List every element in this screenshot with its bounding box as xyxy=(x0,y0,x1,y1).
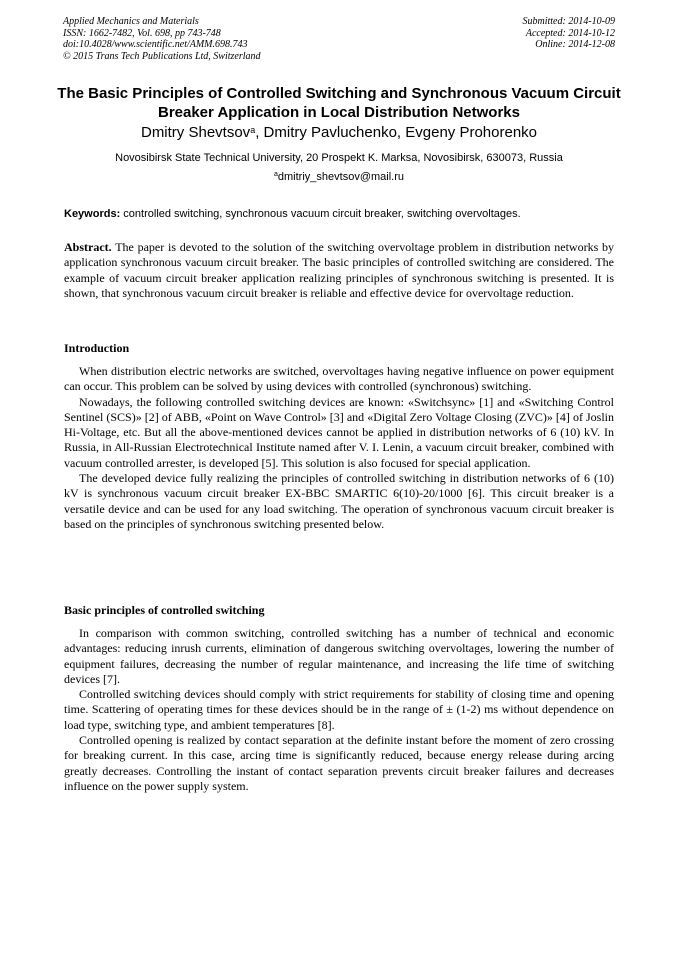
affiliation: Novosibirsk State Technical University, 20 Prospekt K. Marksa, Novosibirsk, 630073, Russia xyxy=(115,152,563,164)
email-address[interactable]: dmitriy_shevtsov@mail.ru xyxy=(277,171,404,183)
abstract-label: Abstract. xyxy=(64,240,112,254)
paper-title: The Basic Principles of Controlled Switching and Synchronous Vacuum Circuit Breaker Application in Local Distribution Networks xyxy=(57,85,621,121)
journal-info xyxy=(63,16,261,62)
basic-principles-section xyxy=(64,626,614,794)
author-rest: , Dmitry Pavluchenko, Evgeny Prohorenko xyxy=(255,124,538,141)
email-mark: a xyxy=(274,171,278,178)
submitted-date: Submitted: 2014-10-09 xyxy=(522,16,615,27)
keywords-label: Keywords: xyxy=(64,208,121,220)
copyright-line: © 2015 Trans Tech Publications Ltd, Switzerland xyxy=(63,50,261,62)
issn-line: ISSN: 1662-7482, Vol. 698, pp 743-748 xyxy=(63,27,221,39)
abstract xyxy=(64,240,614,301)
keywords xyxy=(64,207,624,221)
introduction-section xyxy=(64,364,614,532)
author-list xyxy=(40,124,638,142)
author-affiliation-mark: a xyxy=(250,125,256,135)
journal-name: Applied Mechanics and Materials xyxy=(63,16,199,27)
author-email xyxy=(40,170,638,184)
paragraph: Controlled switching devices should comply with strict requirements for stability of closing time and opening time. Scattering of operating times for these devices should be in the range of ± (1-2) ms without dependence on load type, switching type, and ambient temperatures [8]. xyxy=(64,687,614,732)
paragraph: Controlled opening is realized by contact separation at the definite instant before the moment of zero crossing for breaking current. In this case, arcing time is significantly reduced, because energy release during arcing greatly decreases. Controlling the instant of contact separation prevents circuit breaker failures and decreases influence on the power supply system. xyxy=(64,733,614,793)
doi-link[interactable]: doi:10.4028/www.scientific.net/AMM.698.743 xyxy=(63,39,248,50)
section-heading-basic-principles: Basic principles of controlled switching xyxy=(64,603,265,617)
author-first: Dmitry Shevtsov xyxy=(140,124,251,141)
section-heading-introduction: Introduction xyxy=(64,341,130,355)
abstract-text: The paper is devoted to the solution of the switching overvoltage problem in distribution networks by application synchronous vacuum circuit breaker. The basic principles of controlled switching are considered. The example of vacuum circuit breaker application realizing principles of synchronous switching is presented. It is shown, that synchronous vacuum circuit breaker is reliable and effective device for overvoltage reduction. xyxy=(64,240,614,300)
keywords-text: controlled switching, synchronous vacuum circuit breaker, switching overvoltages. xyxy=(120,208,521,220)
paragraph: The developed device fully realizing the principles of controlled switching in distribution networks of 6 (10) kV is synchronous vacuum circuit breaker EX-BBC SMARTIC 6(10)-20/1000 [6]. This circuit breaker is a versatile device and can be used for any load switching. The operation of synchronous vacuum circuit breaker is based on the principles of synchronous switching presented below. xyxy=(64,471,614,531)
paragraph: Nowadays, the following controlled switching devices are known: «Switchsync» [1] and «Switching Control Sentinel (SCS)» [2] of ABB, «Point on Wave Control» [3] and «Digital Zero Voltage Closing (ZVC)» [4] of Joslin Hi-Voltage, etc. But all the above-mentioned devices cannot be applied in distribution networks of 6 (10) kV. In Russia, in All-Russian Electrotechnical Institute named after V. I. Lenin, a vacuum circuit breaker, combined with vacuum controlled arrester, is developed [5]. This solution is also focused for special application. xyxy=(64,394,614,470)
paragraph: When distribution electric networks are switched, overvoltages having negative influence on power equipment can occur. This problem can be solved by using devices with controlled (synchronous) switching. xyxy=(64,364,614,394)
accepted-date: Accepted: 2014-10-12 xyxy=(525,27,615,39)
paragraph: In comparison with common switching, controlled switching has a number of technical and economic advantages: reducing inrush currents, elimination of dangerous switching overvoltages, lowering the number of equipment failures, decreasing the number of regular maintenance, and increasing the life time of switching devices [7]. xyxy=(64,626,614,686)
publication-dates xyxy=(523,16,616,51)
online-date: Online: 2014-12-08 xyxy=(535,39,615,50)
